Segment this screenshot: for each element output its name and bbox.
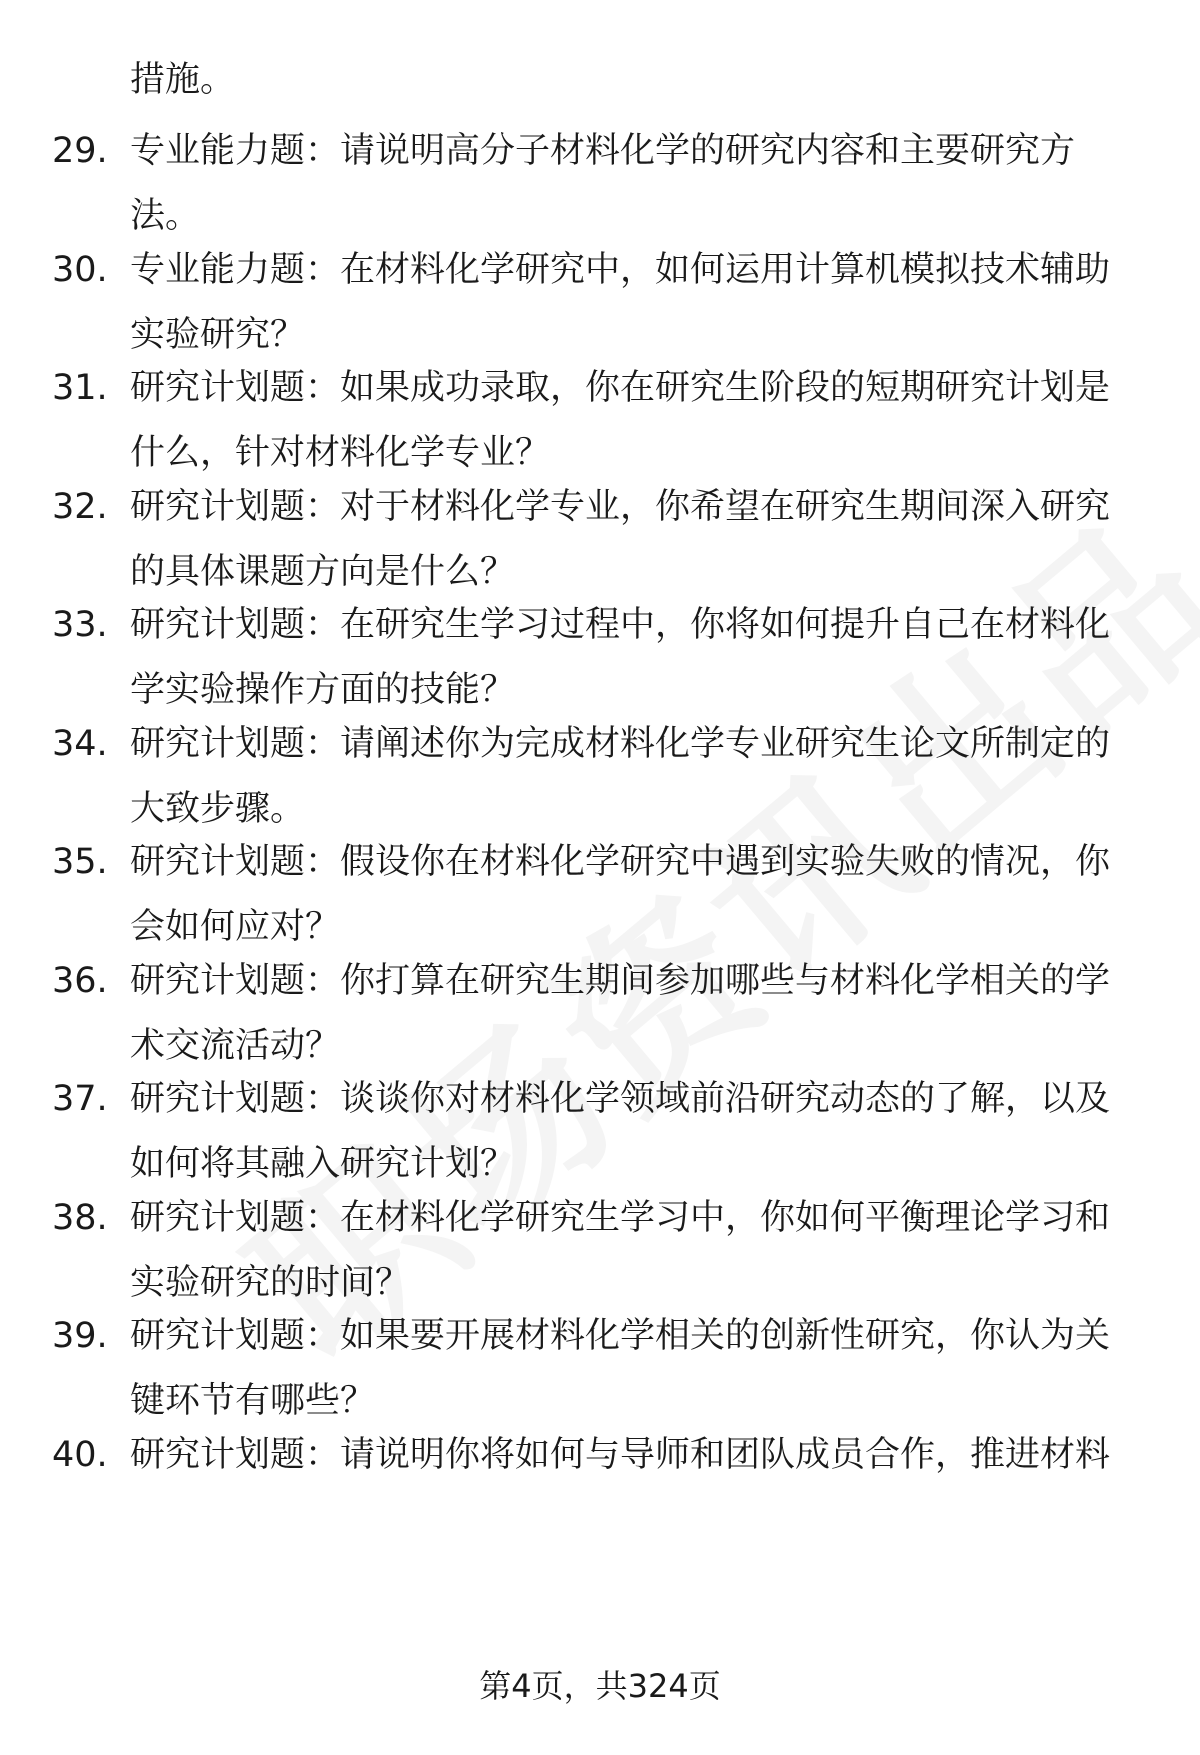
- question-text-line: 什么，针对材料化学专业？: [130, 433, 551, 473]
- question-text: [130, 840, 1145, 949]
- question-text: [130, 1196, 1145, 1305]
- question-text-line: 专业能力题：在材料化学研究中，如何运用计算机模拟技术辅助: [130, 250, 1111, 290]
- question-number: 40.: [52, 1435, 108, 1475]
- question-text-line: 研究计划题：请说明你将如何与导师和团队成员合作，推进材料: [130, 1435, 1111, 1475]
- question-text-line: 会如何应对？: [130, 907, 341, 947]
- question-text-line: 大致步骤。: [130, 789, 306, 829]
- question-text-line: 法。: [130, 196, 201, 236]
- question-text-line: 研究计划题：在材料化学研究生学习中，你如何平衡理论学习和: [130, 1198, 1111, 1238]
- question-number: 36.: [52, 961, 108, 1001]
- question-text-line: 学实验操作方面的技能？: [130, 670, 516, 710]
- question-number: 39.: [52, 1316, 108, 1356]
- question-text-line: 研究计划题：如果要开展材料化学相关的创新性研究，你认为关: [130, 1316, 1111, 1356]
- question-number: 35.: [52, 842, 108, 882]
- page-footer: 第4页，共324页: [479, 1667, 721, 1705]
- question-text-line: 研究计划题：谈谈你对材料化学领域前沿研究动态的了解，以及: [130, 1079, 1111, 1119]
- question-text-line: 研究计划题：请阐述你为完成材料化学专业研究生论文所制定的: [130, 724, 1111, 764]
- question-number: 32.: [52, 487, 108, 527]
- question-number: 34.: [52, 724, 108, 764]
- question-text-line: 研究计划题：假设你在材料化学研究中遇到实验失败的情况，你: [130, 842, 1111, 882]
- question-text-line: 专业能力题：请说明高分子材料化学的研究内容和主要研究方: [130, 131, 1076, 171]
- question-text-line: 研究计划题：你打算在研究生期间参加哪些与材料化学相关的学: [130, 961, 1111, 1001]
- question-text-line: 研究计划题：如果成功录取，你在研究生阶段的短期研究计划是: [130, 368, 1111, 408]
- question-text: [130, 603, 1145, 712]
- question-text: [130, 248, 1145, 357]
- question-text-line: 实验研究？: [130, 315, 306, 355]
- question-text-line: 键环节有哪些？: [130, 1381, 376, 1421]
- question-text-line: 的具体课题方向是什么？: [130, 552, 516, 592]
- question-text: [130, 1433, 1145, 1477]
- question-text-line: 研究计划题：对于材料化学专业，你希望在研究生期间深入研究: [130, 487, 1111, 527]
- question-text: [130, 366, 1145, 475]
- question-number: 29.: [52, 131, 108, 171]
- question-text: [130, 1314, 1145, 1423]
- question-number: 37.: [52, 1079, 108, 1119]
- continuation-text: 措施。: [130, 60, 236, 100]
- question-text-line: 实验研究的时间？: [130, 1263, 411, 1303]
- question-text: [130, 485, 1145, 594]
- question-number: 31.: [52, 368, 108, 408]
- question-number: 30.: [52, 250, 108, 290]
- question-text: [130, 1077, 1145, 1186]
- question-text-line: 术交流活动？: [130, 1026, 341, 1066]
- question-text: [130, 722, 1145, 831]
- question-text: [130, 129, 1145, 238]
- question-number: 33.: [52, 605, 108, 645]
- question-text-line: 研究计划题：在研究生学习过程中，你将如何提升自己在材料化: [130, 605, 1111, 645]
- question-number: 38.: [52, 1198, 108, 1238]
- question-text: [130, 959, 1145, 1068]
- question-text-line: 如何将其融入研究计划？: [130, 1144, 516, 1184]
